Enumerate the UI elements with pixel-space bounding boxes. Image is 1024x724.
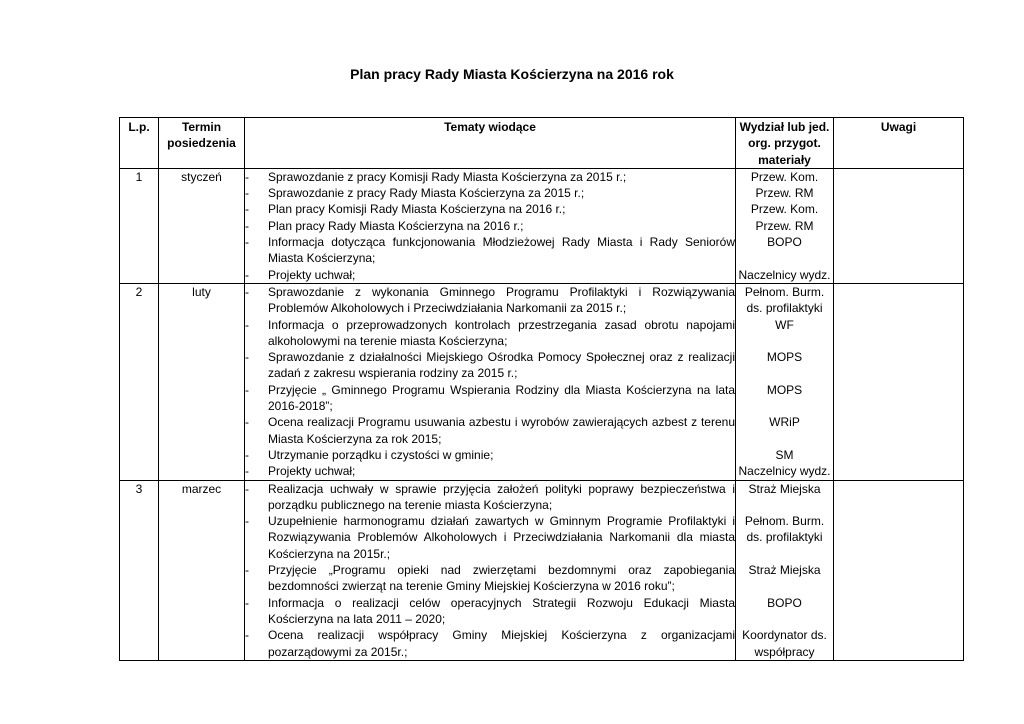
dash-bullet: - xyxy=(245,514,249,529)
department-line: współpracy xyxy=(754,644,815,659)
topics-cell xyxy=(245,283,736,480)
topic-text: Plan pracy Komisji Rady Miasta Kościerzyna na 2016 r.; xyxy=(268,202,566,217)
department-line xyxy=(736,365,833,381)
topic-item xyxy=(245,234,735,267)
work-plan-table xyxy=(119,117,964,661)
department-line: Naczelnicy wydz. xyxy=(738,464,831,479)
topic-item xyxy=(245,562,735,595)
department-line: Koordynator ds. xyxy=(742,628,827,643)
topic-item xyxy=(245,317,735,350)
department-line: Straż Miejska xyxy=(748,563,821,578)
department-cell xyxy=(736,283,834,480)
department-line: ds. profilaktyki xyxy=(746,301,823,316)
header-dept-line: materiały xyxy=(758,152,811,167)
notes-cell xyxy=(834,168,964,283)
department-line: BOPO xyxy=(767,595,802,610)
topic-item xyxy=(245,349,735,382)
notes-cell xyxy=(834,480,964,660)
topic-text: Sprawozdanie z pracy Rady Miasta Kościerzyna za 2015 r.; xyxy=(268,186,585,201)
department-cell xyxy=(736,480,834,660)
department-line xyxy=(736,431,833,447)
department-line xyxy=(736,333,833,349)
dash-bullet: - xyxy=(245,382,249,397)
department-line: Naczelnicy wydz. xyxy=(738,267,831,282)
topic-item xyxy=(245,627,735,660)
dash-bullet: - xyxy=(245,202,249,217)
table-row xyxy=(120,480,964,660)
table-row xyxy=(120,168,964,283)
department-line: Przew. Kom. xyxy=(750,169,819,184)
header-lp xyxy=(120,118,159,169)
header-topics-label: Tematy wiodące xyxy=(444,120,536,134)
topic-item xyxy=(245,267,735,283)
header-notes xyxy=(834,118,964,169)
topic-text: Ocena realizacji współpracy Gminy Miejskiej Kościerzyna z organizacjami pozarządowymi za 2015r.; xyxy=(268,628,735,659)
topic-text: Ocena realizacji Programu usuwania azbestu i wyrobów zawierających azbest z terenu Miasta Kościerzyna za rok 2015; xyxy=(268,415,735,446)
dash-bullet: - xyxy=(245,628,249,643)
header-dept-line: Wydział lub jed. xyxy=(739,120,830,134)
department-line xyxy=(736,546,833,562)
department-line: SM xyxy=(775,447,794,462)
header-topics xyxy=(245,118,736,169)
dash-bullet: - xyxy=(245,267,249,282)
row-number: 1 xyxy=(120,168,159,283)
topic-item xyxy=(245,463,735,479)
dash-bullet: - xyxy=(245,317,249,332)
topic-text: Informacja dotycząca funkcjonowania Młodzieżowej Rady Miasta i Rady Seniorów Miasta Kościerzyna; xyxy=(268,235,735,266)
department-line xyxy=(736,398,833,414)
header-term-line: Termin xyxy=(181,120,222,134)
topic-item xyxy=(245,414,735,447)
topic-text: Informacja o przeprowadzonych kontrolach przestrzegania zasad obrotu napojami alkoholowymi na terenie miasta Kościerzyna; xyxy=(268,317,735,348)
department-line: Pełnom. Burm. xyxy=(744,284,825,299)
header-notes-label: Uwagi xyxy=(880,120,917,134)
row-number: 2 xyxy=(120,283,159,480)
topic-item xyxy=(245,284,735,317)
topic-item xyxy=(245,481,735,514)
department-line: MOPS xyxy=(766,350,803,365)
topic-item xyxy=(245,169,735,185)
row-number: 3 xyxy=(120,480,159,660)
topic-text: Plan pracy Rady Miasta Kościerzyna na 2016 r.; xyxy=(268,218,524,233)
dash-bullet: - xyxy=(245,447,249,462)
department-cell xyxy=(736,168,834,283)
header-lp-label: L.p. xyxy=(128,120,150,134)
page-title: Plan pracy Rady Miasta Kościerzyna na 2016 rok xyxy=(350,66,674,82)
dash-bullet: - xyxy=(245,169,249,184)
dash-bullet: - xyxy=(245,415,249,430)
topic-item xyxy=(245,185,735,201)
topic-item xyxy=(245,201,735,217)
dash-bullet: - xyxy=(245,481,249,496)
topic-text: Uzupełnienie harmonogramu działań zawartych w Gminnym Programie Profilaktyki i Rozwiązywania Problemów Alkoholowych i Przeciwdziałania Narkomanii dla miasta Kościerzyna na 2015r.; xyxy=(268,514,735,561)
dash-bullet: - xyxy=(245,595,249,610)
header-dept xyxy=(736,118,834,169)
department-line xyxy=(736,250,833,266)
meeting-term: styczeń xyxy=(159,168,245,283)
header-row xyxy=(120,118,964,169)
department-line: WRiP xyxy=(769,415,800,430)
department-line xyxy=(736,497,833,513)
department-line: ds. profilaktyki xyxy=(746,530,823,545)
table-body xyxy=(120,168,964,660)
department-line: Przew. RM xyxy=(755,218,814,233)
topic-text: Realizacja uchwały w sprawie przyjęcia założeń polityki poprawy bezpieczeństwa i porządku publicznego na terenie miasta Kościerzyna; xyxy=(268,481,735,512)
dash-bullet: - xyxy=(245,464,249,479)
table-row xyxy=(120,283,964,480)
topic-text: Przyjęcie „Programu opieki nad zwierzętami bezdomnymi oraz zapobiegania bezdomności zwierząt na terenie Gminy Miejskiej Kościerzyna w 2016 roku”; xyxy=(268,563,735,594)
header-dept-line: org. przygot. xyxy=(748,136,821,151)
topic-text: Informacja o realizacji celów operacyjnych Strategii Rozwoju Edukacji Miasta Kościerzyna na lata 2011 – 2020; xyxy=(268,595,735,626)
header-term-line: posiedzenia xyxy=(167,136,236,151)
topic-text: Przyjęcie „ Gminnego Programu Wspierania Rodziny dla Miasta Kościerzyna na lata 2016-2018”; xyxy=(268,382,735,414)
topics-cell xyxy=(245,168,736,283)
department-line xyxy=(736,578,833,594)
topic-item xyxy=(245,513,735,562)
topic-text: Projekty uchwał; xyxy=(268,464,356,479)
topic-text: Sprawozdanie z pracy Komisji Rady Miasta Kościerzyna za 2015 r.; xyxy=(268,169,627,184)
dash-bullet: - xyxy=(245,350,249,365)
dash-bullet: - xyxy=(245,235,249,250)
topic-text: Sprawozdanie z działalności Miejskiego Ośrodka Pomocy Społecznej oraz z realizacji zadań z zakresu wspierania rodziny za 2015 r.; xyxy=(268,350,735,381)
header-term xyxy=(159,118,245,169)
department-line: Straż Miejska xyxy=(748,481,821,496)
department-line: WF xyxy=(775,317,794,332)
dash-bullet: - xyxy=(245,186,249,201)
department-line: MOPS xyxy=(766,382,803,397)
topic-text: Sprawozdanie z wykonania Gminnego Programu Profilaktyki i Rozwiązywania Problemów Alkoholowych i Przeciwdziałania Narkomanii za 2015 r.; xyxy=(268,284,735,316)
topic-text: Projekty uchwał; xyxy=(268,267,356,282)
topic-item xyxy=(245,382,735,415)
department-line: Przew. RM xyxy=(755,186,814,201)
topic-item xyxy=(245,218,735,234)
meeting-term: luty xyxy=(159,283,245,480)
topic-text: Utrzymanie porządku i czystości w gminie; xyxy=(268,447,494,462)
meeting-term: marzec xyxy=(159,480,245,660)
department-line: Przew. Kom. xyxy=(750,202,819,217)
notes-cell xyxy=(834,283,964,480)
department-line xyxy=(736,611,833,627)
dash-bullet: - xyxy=(245,563,249,578)
dash-bullet: - xyxy=(245,284,249,299)
topics-cell xyxy=(245,480,736,660)
topic-item xyxy=(245,595,735,628)
topic-item xyxy=(245,447,735,463)
department-line: BOPO xyxy=(767,235,802,250)
dash-bullet: - xyxy=(245,218,249,233)
department-line: Pełnom. Burm. xyxy=(744,514,825,529)
